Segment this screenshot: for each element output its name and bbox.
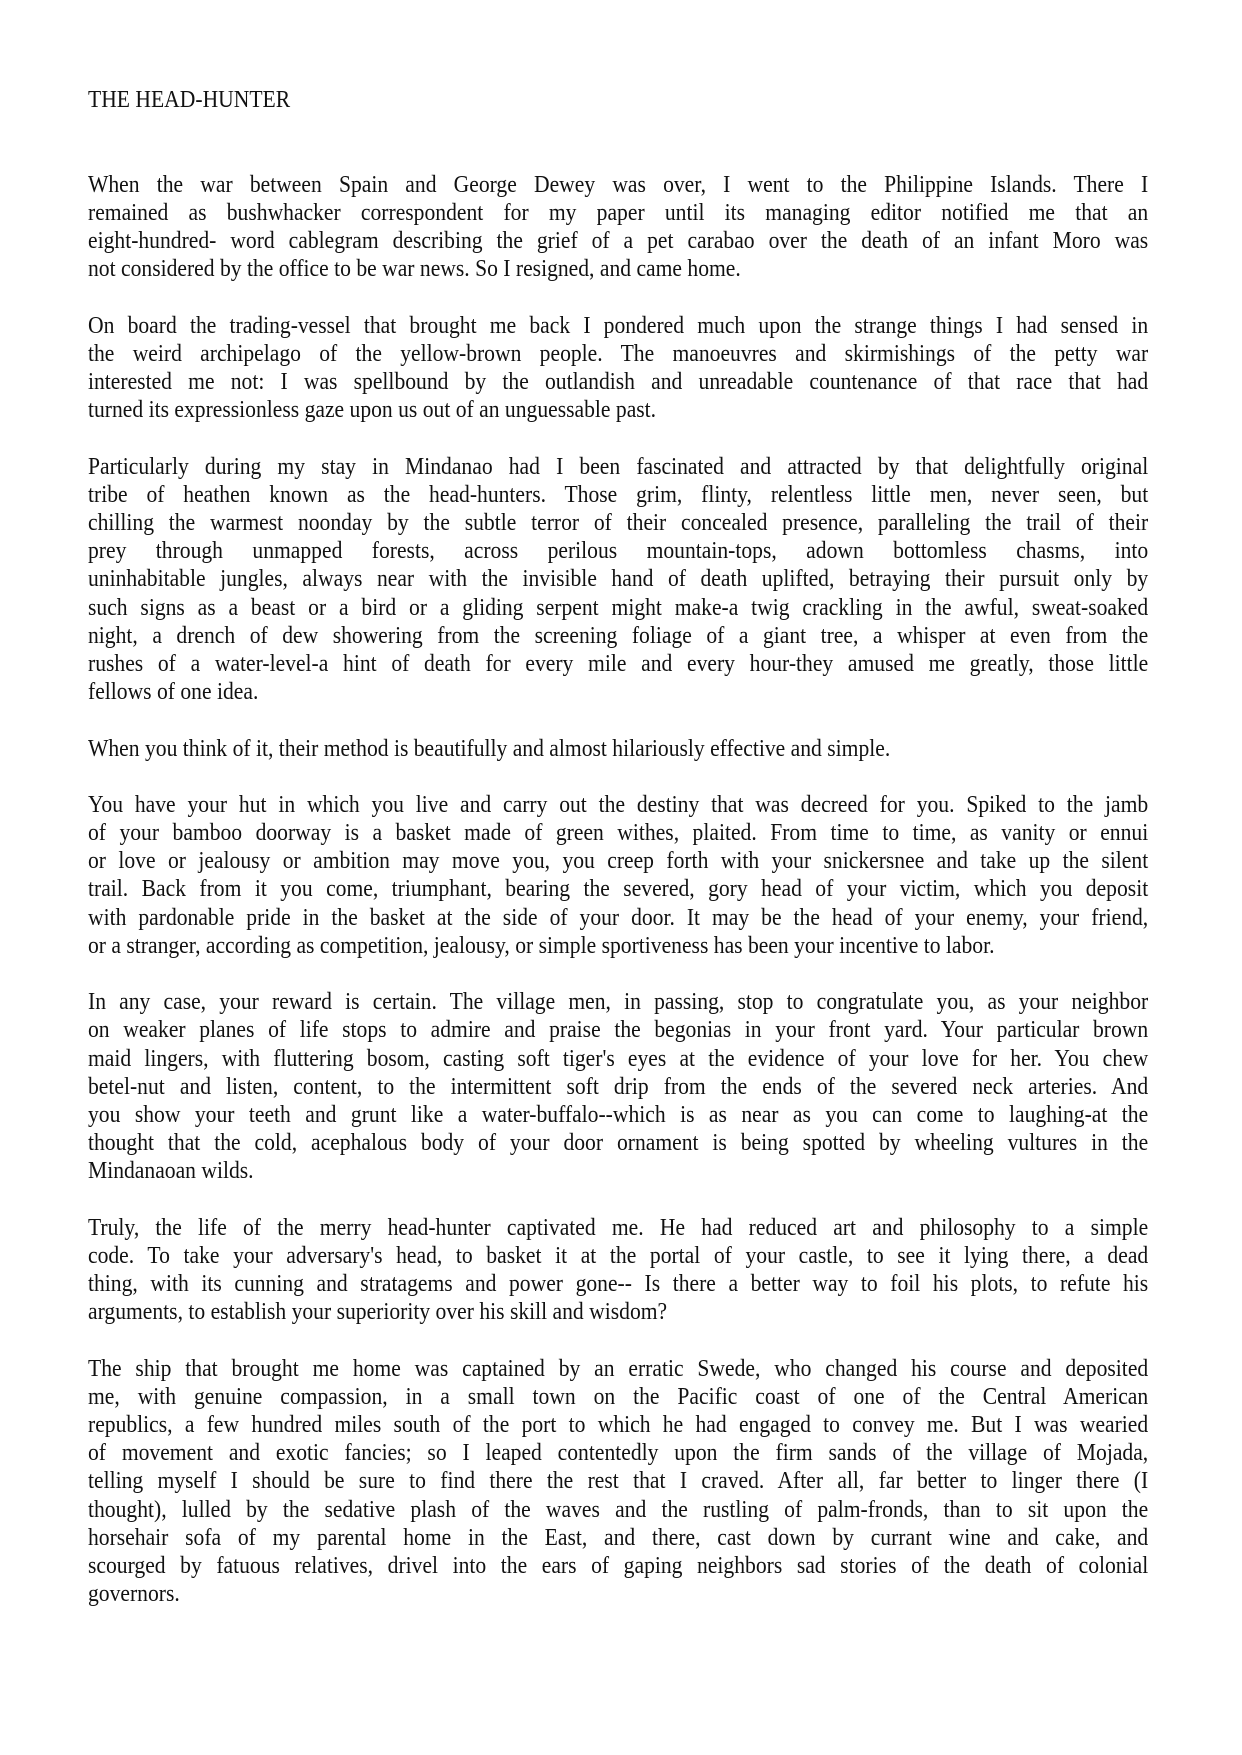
- paragraph: [88, 312, 1148, 425]
- paragraph: [88, 735, 1148, 763]
- paragraph: [88, 453, 1148, 707]
- paragraph: [88, 1355, 1148, 1609]
- text-line: trail. Back from it you come, triumphant, bearing the severed, gory head of your victim, which you deposit: [88, 876, 1149, 903]
- text-line: republics, a few hundred miles south of the port to which he had engaged to convey me. But I was wearied: [88, 1412, 1149, 1439]
- paragraph: [88, 791, 1148, 960]
- text-line: You have your hut in which you live and carry out the destiny that was decreed for you. Spiked to the jamb: [88, 791, 1149, 818]
- paragraph: [88, 988, 1148, 1185]
- text-line: prey through unmapped forests, across perilous mountain-tops, adown bottomless chasms, into: [88, 538, 1149, 565]
- text-line: thought), lulled by the sedative plash of the waves and the rustling of palm-fronds, than to sit upon the: [88, 1496, 1149, 1523]
- text-line: not considered by the office to be war news. So I resigned, and came home.: [88, 256, 741, 283]
- text-line: remained as bushwhacker correspondent for my paper until its managing editor notified me that an: [88, 199, 1149, 226]
- text-line: horsehair sofa of my parental home in the East, and there, cast down by currant wine and cake, and: [88, 1524, 1149, 1551]
- paragraph: [88, 1214, 1148, 1327]
- text-line: governors.: [88, 1581, 180, 1608]
- text-line: fellows of one idea.: [88, 679, 259, 706]
- text-line: of your bamboo doorway is a basket made of green withes, plaited. From time to time, as vanity or ennui: [88, 820, 1149, 847]
- text-line: When the war between Spain and George Dewey was over, I went to the Philippine Islands. There I: [88, 171, 1149, 198]
- text-line: thought that the cold, acephalous body of your door ornament is being spotted by wheeling vultures in the: [88, 1130, 1149, 1157]
- text-line: The ship that brought me home was captained by an erratic Swede, who changed his course and deposited: [88, 1355, 1149, 1382]
- chapter-body: [88, 171, 1148, 1609]
- text-line: or love or jealousy or ambition may move you, you creep forth with your snickersnee and take up the silent: [88, 848, 1149, 875]
- text-line: arguments, to establish your superiority over his skill and wisdom?: [88, 1299, 668, 1326]
- text-line: Particularly during my stay in Mindanao had I been fascinated and attracted by that delightfully original: [88, 453, 1149, 480]
- text-line: thing, with its cunning and stratagems and power gone-- Is there a better way to foil his plots, to refute his: [88, 1271, 1149, 1298]
- chapter-title: THE HEAD-HUNTER: [88, 87, 291, 113]
- text-line: eight-hundred- word cablegram describing the grief of a pet carabao over the death of an infant Moro was: [88, 228, 1149, 255]
- text-line: rushes of a water-level-a hint of death for every mile and every hour-they amused me greatly, those little: [88, 650, 1149, 677]
- text-line: uninhabitable jungles, always near with the invisible hand of death uplifted, betraying their pursuit only by: [88, 566, 1149, 593]
- text-line: maid lingers, with fluttering bosom, casting soft tiger's eyes at the evidence of your love for her. You chew: [88, 1045, 1149, 1072]
- text-line: In any case, your reward is certain. The village men, in passing, stop to congratulate you, as your neighbor: [88, 989, 1149, 1016]
- text-line: the weird archipelago of the yellow-brown people. The manoeuvres and skirmishings of the petty war: [88, 340, 1149, 367]
- text-line: me, with genuine compassion, in a small town on the Pacific coast of one of the Central American: [88, 1383, 1149, 1410]
- text-line: telling myself I should be sure to find there the rest that I craved. After all, far better to linger there (I: [88, 1468, 1149, 1495]
- text-line: Truly, the life of the merry head-hunter captivated me. He had reduced art and philosophy to a simple: [88, 1214, 1149, 1241]
- text-line: code. To take your adversary's head, to basket it at the portal of your castle, to see it lying there, a dead: [88, 1242, 1149, 1269]
- paragraph: [88, 171, 1148, 284]
- text-line: or a stranger, according as competition, jealousy, or simple sportiveness has been your incentive to labor.: [88, 932, 995, 959]
- text-line: with pardonable pride in the basket at the side of your door. It may be the head of your enemy, your friend,: [88, 904, 1149, 931]
- text-line: such signs as a beast or a bird or a gliding serpent might make-a twig crackling in the awful, sweat-soaked: [88, 594, 1149, 621]
- text-line: On board the trading-vessel that brought me back I pondered much upon the strange things I had sensed in: [88, 312, 1149, 339]
- text-line: Mindanaoan wilds.: [88, 1158, 254, 1185]
- text-line: night, a drench of dew showering from the screening foliage of a giant tree, a whisper at even from the: [88, 622, 1149, 649]
- text-line: betel-nut and listen, content, to the intermittent soft drip from the ends of the severed neck arteries. And: [88, 1073, 1149, 1100]
- text-line: on weaker planes of life stops to admire and praise the begonias in your front yard. Your particular brown: [88, 1017, 1149, 1044]
- text-line: tribe of heathen known as the head-hunters. Those grim, flinty, relentless little men, never seen, but: [88, 481, 1149, 508]
- text-line: When you think of it, their method is beautifully and almost hilariously effective and simple.: [88, 735, 891, 762]
- text-line: chilling the warmest noonday by the subtle terror of their concealed presence, paralleling the trail of their: [88, 510, 1149, 537]
- text-line: of movement and exotic fancies; so I leaped contentedly upon the firm sands of the village of Mojada,: [88, 1440, 1149, 1467]
- text-line: turned its expressionless gaze upon us out of an unguessable past.: [88, 397, 657, 424]
- text-line: you show your teeth and grunt like a water-buffalo--which is as near as you can come to laughing-at the: [88, 1101, 1149, 1128]
- text-line: scourged by fatuous relatives, drivel into the ears of gaping neighbors sad stories of the death of colonial: [88, 1552, 1149, 1579]
- text-line: interested me not: I was spellbound by the outlandish and unreadable countenance of that race that had: [88, 369, 1149, 396]
- document-page: [88, 86, 1148, 1637]
